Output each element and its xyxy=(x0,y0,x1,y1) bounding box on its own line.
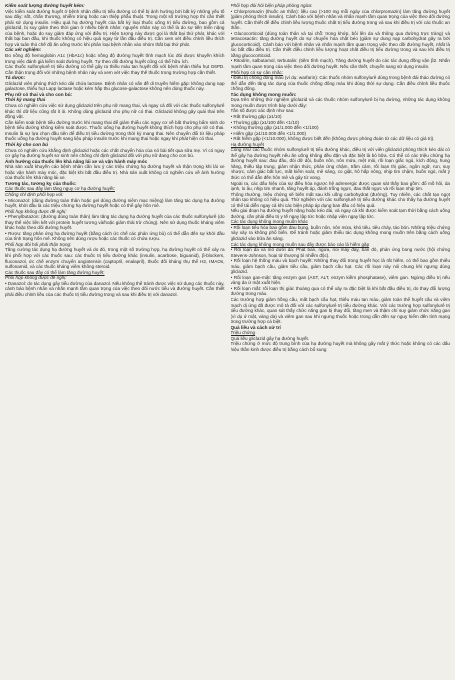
paragraph: • Rối loạn mắt: rối loạn thị giác thoáng qua có thể xảy ra đặc biệt là khi bắt đầu điều trị, do thay đổi lượng đường trong máu. xyxy=(230,285,450,297)
paragraph: Tần số được xác định như sau: xyxy=(230,108,295,114)
paragraph: Quá liều gliclazid gây hạ đường huyết. xyxy=(230,335,310,341)
paragraph: Phối hợp có sự cân nhắc: xyxy=(230,69,284,75)
paragraph: Dựa trên những thử nghiệm gliclazid và các thuốc nhóm sulfonylurê bị hạ đường, những tác dụng không mong muốn được trình bày dưới đây: xyxy=(230,97,450,108)
paragraph: • Hiếm gặp (≥1/10.000 đến <1/1.000) xyxy=(230,130,307,136)
paragraph: Tăng cường tác dụng hạ đường huyết và do đó, trong một số trường hợp, hạ đường huyết có thể xảy ra khi phối hợp với các thuốc sau: các thuốc trị tiểu đường khác (insulin, acarbose, biguanid), β-blockers, fluconazol, ức chế enzym chuyển angiotensin (captopril, enalapril), thuốc đối kháng thụ thể H2, IMAOs, sulfonamid, và các thuốc kháng viêm không steroid. xyxy=(5,247,225,270)
paragraph: Các thuốc sau đây có thể làm tăng đường huyết: xyxy=(5,269,105,275)
paragraph: Phối hợp không được đề nghị: xyxy=(5,275,67,281)
section-heading: Ảnh hưởng của thuốc lên khả năng lái xe và vận hành máy móc xyxy=(5,158,148,164)
paragraph: Các tác dụng không mong muốn khác xyxy=(230,219,308,225)
paragraph: Triệu chứng ở mức độ trung bình của hạ đường huyết mà không gây mất ý thức hoặc không có các dấu hiệu thần kinh được điều trị bằng cách bổ sung xyxy=(230,341,450,352)
paragraph: Chống chỉ định phối hợp với: xyxy=(5,191,64,197)
paragraph: • Rượu: tăng phản ứng hạ đường huyết (bằng cách ức chế các phản ứng bù) có thể dẫn đến sự khởi đầu của tình trạng hôn mê. Không nên dùng rượu hoặc các thuốc có chứa rượu. xyxy=(5,230,225,242)
paragraph: • Rối loạn gan-mật: tăng enzym gan (AST, ALT, enzym kiềm phosphatase), viêm gan. Ngừng điều trị nếu vàng da ứ mật xuất hiện. xyxy=(230,274,450,286)
paragraph: Việc kiểm soát đường huyết ở bệnh nhân điều trị tiểu đường có thể bị ảnh hưởng bởi bất kỳ những yếu tố sau đây: sốt, chấn thương, nhiễm trùng hoặc can thiệp phẫu thuật. Trong một số trường hợp thì cần thiết phải sử dụng insulin. Hiệu quả hạ đường huyết của bất kỳ loại thuốc uống trị tiểu đường, bao gồm cả gliclazid, bị suy giảm theo thời gian ở nhiều bệnh nhân: nguyên nhân này có thể là do sự tiến triển nặng của bệnh, hoặc do suy giảm đáp ứng với điều trị. Hiện tượng này được gọi là thất bại thứ phát, khác với thất bại ban đầu, khi thuốc không có hiệu quả ngay từ lần đầu điều trị. Cần xem xét điều chỉnh liều thích hợp và tuân thủ chế độ ăn uống trước khi phân loại bệnh nhân vào nhóm thất bại thứ phát. xyxy=(5,8,225,47)
paragraph: • Rất hiếm gặp (<1/10.000), không được biết đến (không được phỏng đoán từ các dữ liệu có giá trị). xyxy=(230,136,435,142)
paragraph: • Rối loạn tiêu hóa bao gồm đau bụng, buồn nôn, nôn mửa, khó tiêu, tiêu chảy, táo bón. Những triệu chứng này xảy ra không phổ biến. Để tránh hoặc giảm thiểu tác dụng không mong muốn trên bằng cách uống gliclazid vào bữa ăn sáng. xyxy=(230,224,450,242)
paragraph: • Không thường gặp (≥1/1.000 đến <1/100) xyxy=(230,125,319,131)
section-heading: Phụ nữ có thai và cho con bú: xyxy=(5,91,73,97)
paragraph: • Rối loạn da và mô dưới da: Phát ban, ngứa, nổi mày đay, ban đỏ, phản ứng bong nước (hội chứng Stevens-Johnson, hoại tử thượng bì nhiễm độc). xyxy=(230,247,450,258)
paragraph: • Danazol: do tác dụng gây tiểu đường của danazol. Nếu không thể tránh được việc sử dụng các thuốc này, cảnh báo bệnh nhân và nhấn mạnh tầm quan trọng của việc theo dõi nước tiểu và đường huyết. Cần thiết phải điều chỉnh liều của các thuốc trị tiểu đường trong và sau khi điều trị với danazol. xyxy=(5,280,225,297)
paragraph: Các trường hợp giảm hồng cầu, mất bạch cầu hạt, thiếu máu tan máu, giảm toàn thể huyết cầu và viêm mạch dị ứng đã được mô tả đối với các sulfonylurê trị tiểu đường khác. Với các trường hợp sulfonylurê trị tiểu đường khác, quan sát thấy chức năng gan bị thay đổi, tăng men và thậm chí suy giảm chức năng gan (vì dụ ứ mật, vàng da) và viêm gan sau khi ngưng thuốc hoặc trong dẫn đến sự nguy hiểm đến tính mạng trong trường hợp cá biệt. xyxy=(230,297,450,325)
section-heading: Thời kỳ mang thai xyxy=(5,97,46,103)
paragraph: Gliclazid viên phóng thích kéo dài chứa lactose. Bệnh nhân có vấn đề di truyền hiếm gặp: không dung nạp galactose, thiếu hụt Lapp lactase hoặc kém hấp thu glucose-galactose không nên dùng thuốc này. xyxy=(5,80,225,92)
paragraph: Đo nồng độ hemoglobin A1c (HbA1c) hoặc nồng độ đường huyết tĩnh mạch lúc đói được khuyến khích trong việc đánh giá kiểm soát đường huyết. Tự theo dõi đường huyết cũng có thể hữu ích. xyxy=(5,53,225,64)
paragraph: Phối hợp đòi hỏi biện pháp phòng ngừa: xyxy=(230,3,313,8)
paragraph: Cũng như các thuốc nhóm sulfonylurê trị tiểu đường khác, điều trị với viên gliclazid phóng thích kéo dài có thể gây hạ đường huyết nếu ăn uống không đều đặn và đặc biệt là bỏ bữa. Có thể có các triệu chứng hạ đường huyết sau: đau đầu, đói dữ dội, buồn nôn, nôn mửa, mệt mỏi, rối loạn giấc ngủ, kích động, hung hăng, thiếu tập trung, giảm nhận thức, phản ứng chậm, trầm cảm, rối loạn thị giác, ngôn ngữ, run, suy nhược, cảm giác bất lực, mất kiểm soát, mê sảng, co giật, hô hấp nông, nhịp tim chậm, buồn ngủ, mất ý thức có thể dẫn đến hôn mê và gây tử vong. xyxy=(230,147,450,180)
right-column xyxy=(231,3,451,678)
paragraph: Hạ đường huyết xyxy=(230,141,264,147)
section-heading: Các xét nghiệm: xyxy=(5,47,42,53)
paragraph: Chưa có nghiên cứu khẳng định gliclazid hoặc các chất chuyển hóa của nó bài tiết qua sữa mẹ. Vì có nguy cơ gây hạ đường huyết sơ sinh nên chống chỉ định gliclazid đối với phụ nữ đang cho con bú. xyxy=(5,147,225,159)
paragraph: • Phenylbutazon: (đường dùng toàn thân) làm tăng tác dụng hạ đường huyết của các thuốc sulfonylurê (do thay thế việc liên kết với protein huyết tương và/hoặc giảm thải trừ chúng). Nên sử dụng thuốc kháng viêm khác hoặc theo dõi đường huyết. xyxy=(5,214,225,231)
paragraph: • Rất thường gặp (≥1/10) xyxy=(230,113,282,119)
paragraph: Chưa có nghiên cứu việc sử dụng gliclazid trên phụ nữ mang thai, và ngay cả đối với các thuốc sulfonylurê khác thì dữ liệu cũng rất ít ỏi. Không dùng gliclazid cho phụ nữ có thai. Gliclazid không gây quái thai trên động vật. xyxy=(5,103,225,120)
paragraph: • Chlorpromazin (thuốc an thần): liều cao (>100 mg mỗi ngày của chlorpromazin) làm tăng đường huyết (giảm phóng thích insulin). Cảnh báo với bệnh nhân và nhấn mạnh tầm quan trọng của việc theo dõi đường huyết. Cần thiết để điều chỉnh liều lượng thuốc chất trị tiểu đường trong và sau khi điều trị với các thuốc an thần. xyxy=(230,8,450,31)
paragraph: Cần kiểm soát bệnh tiểu đường trước khi mang thai để giảm thiểu các nguy cơ về bất thường bẩm sinh do bệnh tiểu đường không kiểm soát được. Thuốc uống hạ đường huyết không thích hợp cho phụ nữ có thai. Insulin là sự lựa chọn đầu tiên để điều trị tiểu đường trong thời kỳ mang thai. Nên chuyển đổi từ liệu pháp thuốc uống hạ đường huyết sang liệu pháp insulin trước khi mang thai hoặc ngay khi phát hiện có thai. xyxy=(5,119,225,142)
section-heading: Kiểm soát lượng đường huyết kém: xyxy=(5,3,85,8)
paragraph: Các tác dụng không mong muốn sau đây được báo cáo là hiếm gặp xyxy=(230,241,370,247)
paragraph: Nếu giai đoạn hạ đường huyết nặng hoặc kéo dài, và ngay cả khi được kiểm soát tạm thời bằng cách uống đường, cần phải điều trị y tế ngay lập tức hoặc nhập viện ngay lập tức. xyxy=(230,208,450,219)
paragraph: • Ritodrin, salbutamol, terbutalin: (tiêm tĩnh mạch). Tăng đường huyết do các tác dụng đồng vận β2. Nhấn mạnh tầm quan trọng của việc theo dõi đường huyết. Nếu cần thiết, chuyển sang sử dụng insulin. xyxy=(230,58,450,70)
paragraph: • Điều trị chống đông máu (ví dụ: warfarin): Các thuốc nhóm sulfonylurê dùng trong bệnh đái tháo đường có thể dẫn đến tăng tác dụng của thuốc chống đông máu khi dùng thời sự dụng. Cần điều chỉnh liều thuốc chống đông. xyxy=(230,75,450,92)
section-heading: Tác dụng không mong muốn: xyxy=(230,91,297,97)
paragraph: Triệu chứng xyxy=(230,330,256,336)
left-column xyxy=(5,3,225,678)
paragraph: • Glucocorticoid (dùng toàn thân và tại chỗ: trong khớp, bôi lên da và thông qua đường trực tràng) và tetracosactin: tăng đường huyết do sự chuyển hóa chất béo (giảm sự dung nạp carbohydrat gây ra bởi glucocorticoid). Cảnh báo với bệnh nhân và nhấn mạnh tầm quan trọng việc theo dõi đường huyết, nhất là lúc bắt đầu điều trị. Cần thiết điều chỉnh liều lượng hoạt chất điều trị tiểu đường trong và sau khi điều trị bằng glucocorticoid. xyxy=(230,30,450,58)
paragraph: • Rối loạn hệ thống máu và bạch huyết: Những thay đổi trong huyết học là rất hiếm, có thể bao gồm thiếu máu, giảm bạch cầu, giảm tiểu cầu, giảm bạch cầu hạt. Các rối loạn này nói chung khi ngưng dùng gliclazid. xyxy=(230,258,450,275)
paragraph: • Thường gặp (≥1/100 đến <1/10) xyxy=(230,119,299,125)
section-heading: Quá liều và cách xử trí xyxy=(230,324,281,330)
paragraph: Phối hợp không được đề nghị: xyxy=(5,208,67,214)
paragraph: • Miconazol: (dùng đường toàn thân hoặc gel dùng đường niêm mạc miệng) làm tăng tác dụng hạ đường huyết, khởi đầu là các triệu chứng hạ đường huyết hoặc có thể gây hôn mê. xyxy=(5,197,225,209)
section-heading: Tương tác, tương kỵ của thuốc: xyxy=(5,180,77,186)
paragraph: Các thuốc sau đây làm tăng nguy cơ hạ đường huyết: xyxy=(5,186,115,192)
section-heading: Thời kỳ cho con bú xyxy=(5,141,48,147)
paragraph: Ngoài ra, các dấu hiệu của sự điều hòa ngược hệ adrenergic được quan sát thấy bao gồm: đổ mồ hôi, da lạnh, lo âu, nhịp tim nhanh, tăng huyết áp, đánh trống ngực, đau thắt ngực và rối loạn nhịp tim. xyxy=(230,180,450,192)
paragraph: Thông thường, triệu chứng sẽ biến mất sau khi uống carbohydrat (đường). Tuy nhiên, các chất tạo ngọt nhân tạo không có hiệu quả. Thử nghiệm với các sulfonylurê trị tiểu đường khác cho thấy hạ đường huyết có thể tái diễn ngay cả khi các biện pháp áp dụng ban đầu có hiệu quả. xyxy=(230,191,450,208)
paragraph: Phối hợp đòi hỏi phải thận trọng: xyxy=(5,241,72,247)
paragraph: Nhà sản xuất khuyến cáo bệnh nhân cần lưu ý các triệu chứng hạ đường huyết và thận trọng khi lái xe hoặc vận hành máy móc, đặc biệt khi bắt đầu điều trị. Nhà sản xuất không có nghiên cứu về ảnh hưởng của thuốc lên khả năng lái xe. xyxy=(5,164,225,181)
paragraph: Các thuốc sulfonylurê trị tiểu đường có thể gây ra thiếu máu tan huyết đối với bệnh nhân thiếu hụt G6PD. Cần thận trọng đối với những bệnh nhân này và xem xét việc thay thế thuốc trong trường hợp cần thiết. xyxy=(5,64,225,75)
section-heading: Tá dược: xyxy=(5,75,26,81)
